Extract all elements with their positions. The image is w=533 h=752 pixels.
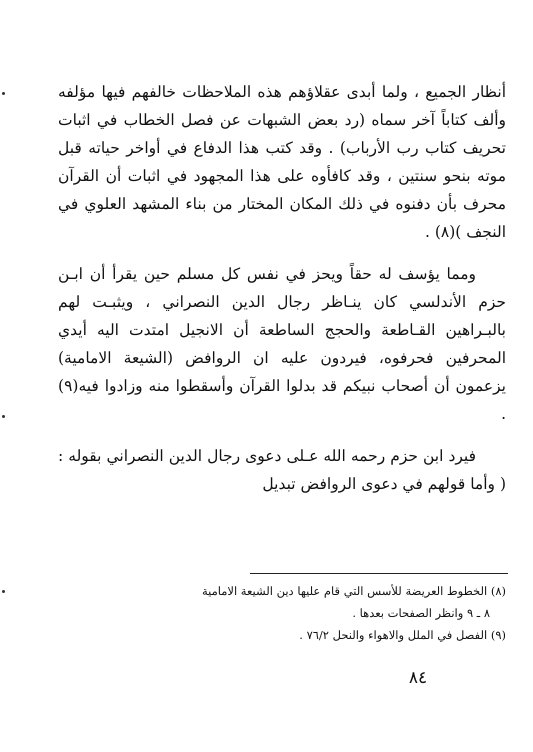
paragraph-2: ومما يؤسف له حقاً ويحز في نفس كل مسلم حين يقرأ أن ابـن حزم الأندلسي كان ينـاظر رجال الدين النصراني ، ويثبـت لهم بالبـراهين القـاطعة والحجج الساطعة أن الانجيل امتدت اليه أيدي المحرفين فحرفوه، فيردون عليه ان الروافض (الشيعة الامامية) يزعمون أن أصحاب نبيكم قد بدلوا القرآن وأسقطوا منه وزادوا فيه(٩) . — [58, 265, 506, 423]
footnote-8: (٨) الخطوط العريضة للأسس التي قام عليها دين الشيعة الامامية — [201, 584, 506, 598]
page-number: ٨٤ — [408, 668, 428, 688]
margin-speck — [2, 415, 5, 418]
footnote-separator — [250, 573, 508, 574]
paragraph-3: فيرد ابن حزم رحمه الله عـلى دعوى رجال الدين النصراني بقوله : ( وأما قولهم في دعوى الروافض تبديل — [58, 447, 506, 493]
margin-speck — [2, 590, 5, 593]
main-text — [58, 78, 506, 498]
footnotes — [58, 580, 506, 646]
footnote-8-continued: ٨ ـ ٩ وانظر الصفحات بعدها . — [352, 606, 490, 620]
paragraph-1: أنظار الجميع ، ولما أبدى عقلاؤهم هذه الملاحظات خالفهم فيها مؤلفه وألف كتاباً آخر سماه (رد بعض الشبهات عن فصل الخطاب في اثبات تحريف كتاب رب الأرباب) . وقد كتب هذا الدفاع في أواخر حياته قبل موته بنحو سنتين ، وقد كافأوه على هذا المجهود في اثبات أن القرآن محرف بأن دفنوه في ذلك المكان المختار من بناء المشهد العلوي في النجف )(٨) . — [58, 83, 506, 241]
margin-speck — [2, 92, 5, 95]
footnote-9: (٩) الفصل في الملل والاهواء والنحل ٧٦/٢ . — [299, 628, 506, 642]
